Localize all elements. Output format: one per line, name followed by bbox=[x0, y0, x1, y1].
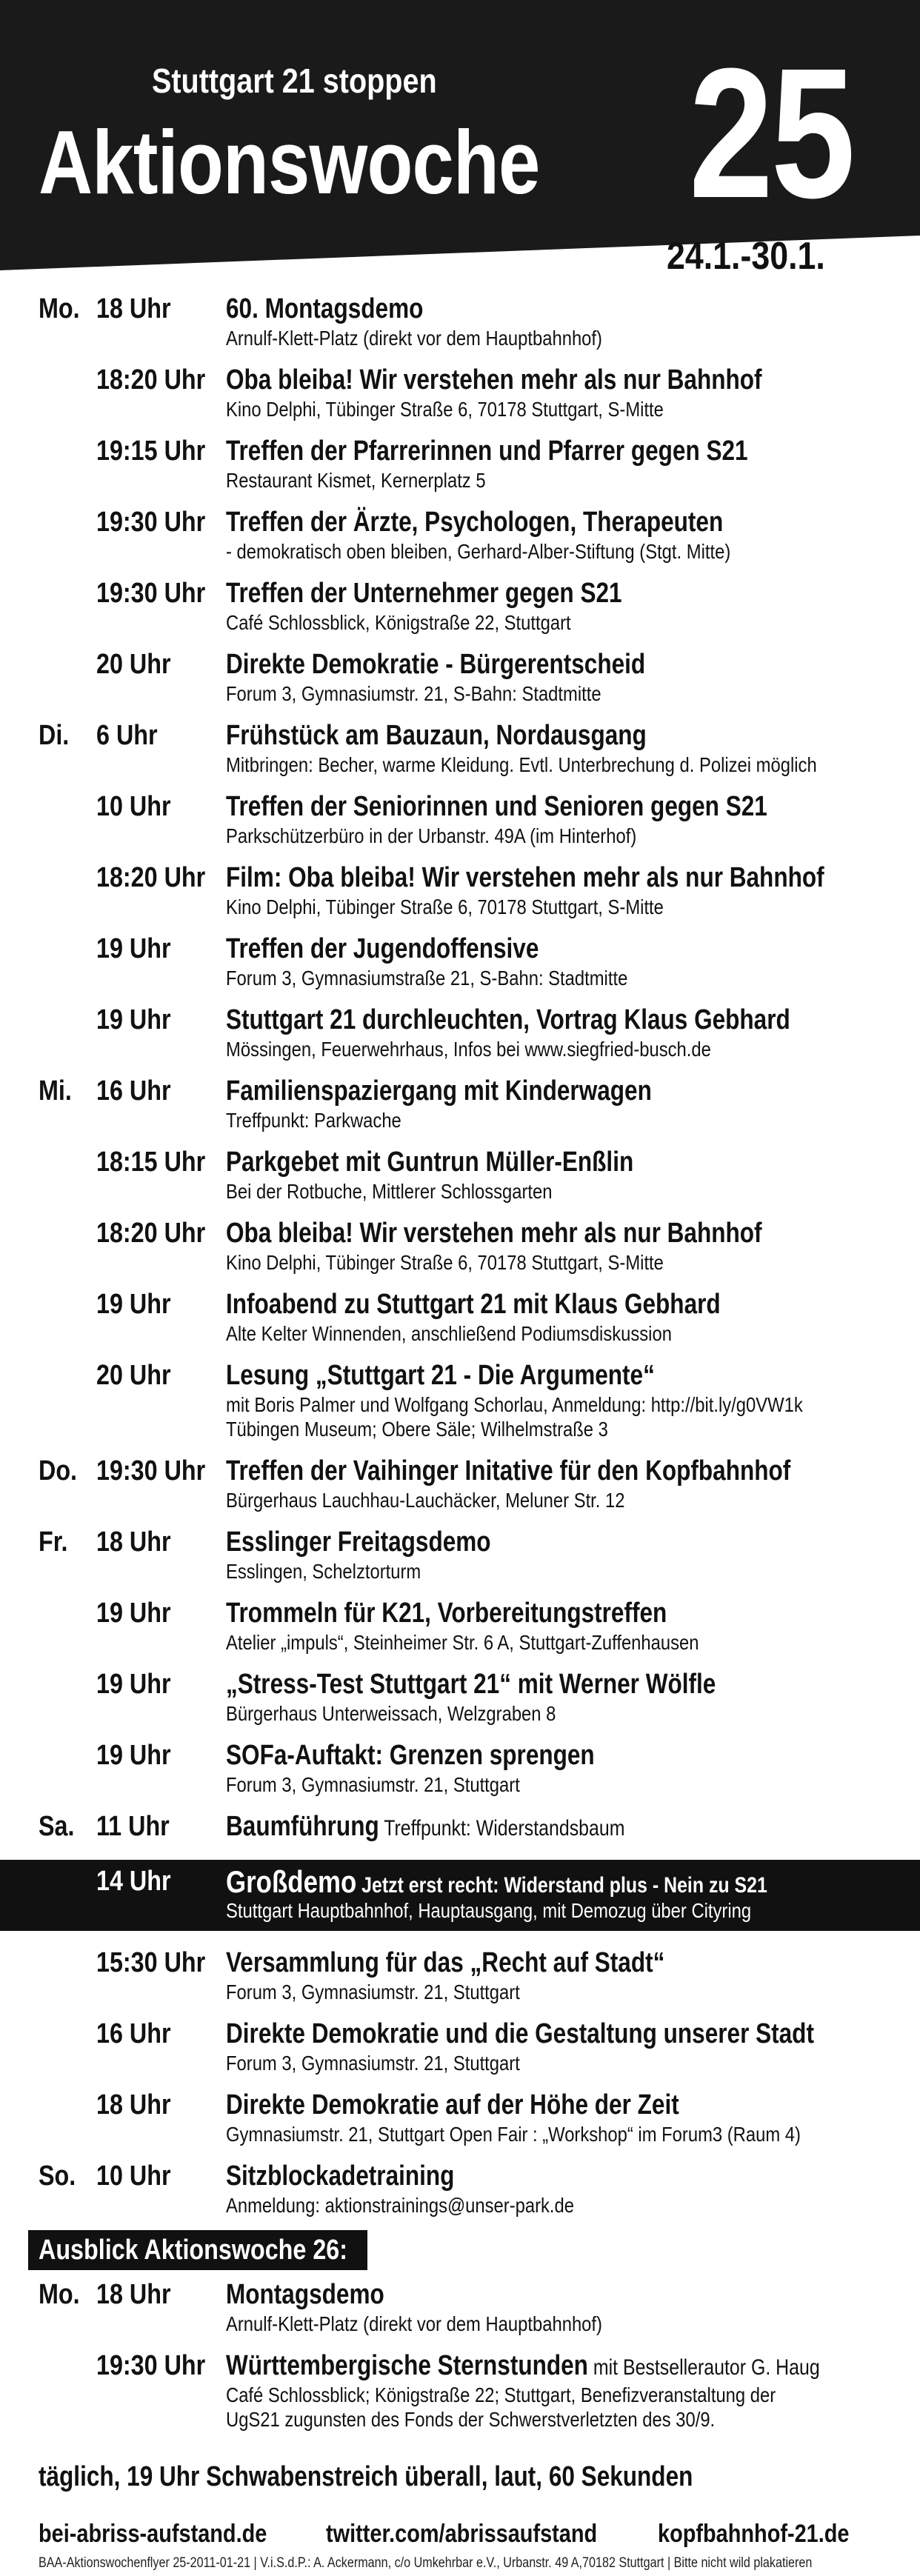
event-time: 14 Uhr bbox=[96, 1866, 171, 1897]
event-details bbox=[226, 2383, 776, 2432]
event-details bbox=[226, 610, 571, 635]
event-detail-line: Forum 3, Gymnasiumstr. 21, Stuttgart bbox=[226, 2052, 520, 2075]
event-detail-line: Forum 3, Gymnasiumstraße 21, S-Bahn: Stadtmitte bbox=[226, 967, 628, 990]
event-title: Großdemo bbox=[226, 1864, 357, 1899]
event-details bbox=[226, 539, 730, 564]
event-title-line bbox=[226, 2089, 679, 2121]
event-detail-line: Café Schlossblick; Königstraße 22; Stuttgart, Benefizveranstaltung der bbox=[226, 2383, 776, 2406]
event-title: Direkte Demokratie und die Gestaltung unserer Stadt bbox=[226, 2018, 814, 2049]
event-row bbox=[0, 1283, 920, 1354]
event-time: 10 Uhr bbox=[96, 791, 171, 822]
event-details bbox=[226, 1179, 553, 1204]
event-title: Frühstück am Bauzaun, Nordausgang bbox=[226, 720, 647, 751]
event-title-line bbox=[226, 1360, 655, 1392]
event-detail-line: Stuttgart Hauptbahnhof, Hauptausgang, mit Demozug über Cityring bbox=[226, 1899, 752, 1922]
event-details bbox=[226, 326, 602, 350]
event-row bbox=[0, 1070, 920, 1141]
event-detail-line: Forum 3, Gymnasiumstr. 21, Stuttgart bbox=[226, 1773, 520, 1796]
event-detail-line: Restaurant Kismet, Kernerplatz 5 bbox=[226, 469, 486, 492]
event-day: Mi. bbox=[39, 1075, 72, 1107]
outlook-label bbox=[28, 2230, 367, 2270]
event-details bbox=[226, 966, 627, 990]
event-time: 16 Uhr bbox=[96, 1075, 171, 1107]
event-day: Do. bbox=[39, 1455, 78, 1486]
event-detail-line: Gymnasiumstr. 21, Stuttgart Open Fair : „Workshop“ im Forum3 (Raum 4) bbox=[226, 2123, 801, 2146]
event-title-line bbox=[226, 1075, 652, 1107]
event-time: 18:20 Uhr bbox=[96, 1218, 206, 1249]
event-row bbox=[0, 1734, 920, 1805]
event-detail-line: Anmeldung: aktionstrainings@unser-park.de bbox=[226, 2194, 575, 2217]
event-row bbox=[0, 1941, 920, 2012]
event-title-line bbox=[226, 507, 723, 538]
event-row bbox=[0, 358, 920, 430]
event-detail-line: Kino Delphi, Tübinger Straße 6, 70178 Stuttgart, S-Mitte bbox=[226, 1251, 664, 1274]
event-title-line bbox=[226, 1526, 491, 1558]
event-title-line bbox=[226, 2160, 454, 2192]
event-row bbox=[0, 2083, 920, 2155]
event-title: Familienspaziergang mit Kinderwagen bbox=[226, 1075, 652, 1107]
event-detail-line: Esslingen, Schelztorturm bbox=[226, 1560, 421, 1583]
event-detail-line: Atelier „impuls“, Steinheimer Str. 6 A, Stuttgart-Zuffenhausen bbox=[226, 1631, 699, 1654]
event-title-line bbox=[226, 293, 423, 325]
event-detail-line: Kino Delphi, Tübinger Straße 6, 70178 Stuttgart, S-Mitte bbox=[226, 895, 664, 918]
event-details bbox=[226, 1250, 664, 1275]
event-title: 60. Montagsdemo bbox=[226, 293, 424, 324]
event-title: Trommeln für K21, Vorbereitungstreffen bbox=[226, 1598, 667, 1629]
event-time: 19 Uhr bbox=[96, 1669, 171, 1700]
event-row bbox=[0, 785, 920, 856]
event-title: Esslinger Freitagsdemo bbox=[226, 1526, 491, 1558]
event-title-line bbox=[226, 1004, 790, 1036]
event-detail-line: - demokratisch oben bleiben, Gerhard-Alber-Stiftung (Stgt. Mitte) bbox=[226, 540, 731, 563]
event-title-line bbox=[226, 436, 748, 467]
event-detail-line: Bürgerhaus Lauchhau-Lauchäcker, Meluner Str. 12 bbox=[226, 1489, 625, 1512]
event-title-line bbox=[226, 1147, 633, 1178]
event-details bbox=[226, 1488, 624, 1512]
event-day: Fr. bbox=[39, 1526, 68, 1558]
event-row bbox=[0, 2012, 920, 2083]
event-details bbox=[226, 1108, 401, 1132]
event-list-outlook bbox=[0, 2273, 920, 2440]
event-day: Sa. bbox=[39, 1811, 75, 1842]
event-day: Mo. bbox=[39, 293, 80, 324]
event-details bbox=[226, 1980, 520, 2004]
event-title-line bbox=[226, 1289, 721, 1321]
event-title-line bbox=[226, 1598, 667, 1629]
event-detail-line: Forum 3, Gymnasiumstr. 21, Stuttgart bbox=[226, 1981, 520, 2003]
footer-link-aufstand[interactable]: bei-abriss-aufstand.de bbox=[39, 2520, 267, 2548]
event-title-line bbox=[226, 1864, 767, 1900]
event-details bbox=[226, 753, 817, 777]
event-time: 18 Uhr bbox=[96, 2089, 171, 2120]
event-detail-line: Bürgerhaus Unterweissach, Welzgraben 8 bbox=[226, 1702, 556, 1725]
event-title: Versammlung für das „Recht auf Stadt“ bbox=[226, 1947, 665, 1978]
event-title-line bbox=[226, 649, 645, 681]
event-detail-line: Kino Delphi, Tübinger Straße 6, 70178 Stuttgart, S-Mitte bbox=[226, 398, 664, 421]
event-time: 18 Uhr bbox=[96, 2279, 171, 2310]
event-title-line bbox=[226, 791, 767, 823]
event-title-line bbox=[226, 933, 539, 965]
event-detail-line: Mitbringen: Becher, warme Kleidung. Evtl. Unterbrechung d. Polizei möglich bbox=[226, 753, 817, 776]
event-details bbox=[226, 1898, 751, 1923]
footer-links bbox=[39, 2520, 883, 2549]
event-title: „Stress-Test Stuttgart 21“ mit Werner Wölfle bbox=[226, 1669, 716, 1700]
event-title: Stuttgart 21 durchleuchten, Vortrag Klaus Gebhard bbox=[226, 1004, 790, 1035]
event-title-line bbox=[226, 2279, 384, 2311]
event-title: Infoabend zu Stuttgart 21 mit Klaus Gebhard bbox=[226, 1289, 721, 1320]
event-details bbox=[226, 895, 664, 919]
event-title-line bbox=[226, 2350, 820, 2382]
event-day: Mo. bbox=[39, 2279, 80, 2310]
event-time: 19:15 Uhr bbox=[96, 436, 206, 467]
event-row bbox=[0, 1212, 920, 1283]
event-detail-line: Arnulf-Klett-Platz (direkt vor dem Hauptbahnhof) bbox=[226, 2312, 602, 2335]
event-row bbox=[0, 998, 920, 1070]
event-title: Direkte Demokratie auf der Höhe der Zeit bbox=[226, 2089, 679, 2120]
outlook-label-text: Ausblick Aktionswoche 26: bbox=[39, 2235, 348, 2266]
event-title-line bbox=[226, 1811, 624, 1843]
event-title: Sitzblockadetraining bbox=[226, 2160, 455, 2192]
event-time: 6 Uhr bbox=[96, 720, 158, 751]
event-details bbox=[226, 1559, 421, 1584]
event-row bbox=[0, 856, 920, 927]
event-details bbox=[226, 1037, 711, 1061]
event-details bbox=[226, 2312, 602, 2336]
event-detail-line: Bei der Rotbuche, Mittlerer Schlossgarten bbox=[226, 1180, 553, 1203]
event-list-main bbox=[0, 287, 920, 2226]
event-details bbox=[226, 2122, 801, 2146]
event-row bbox=[0, 572, 920, 643]
event-row bbox=[0, 1141, 920, 1212]
event-row bbox=[0, 2273, 920, 2344]
event-row bbox=[0, 430, 920, 501]
event-detail-line: Mössingen, Feuerwehrhaus, Infos bei www.siegfried-busch.de bbox=[226, 1038, 711, 1061]
event-time: 20 Uhr bbox=[96, 649, 171, 680]
event-title: Direkte Demokratie - Bürgerentscheid bbox=[226, 649, 646, 680]
event-time: 19:30 Uhr bbox=[96, 2350, 206, 2381]
event-time: 11 Uhr bbox=[96, 1811, 170, 1842]
event-time: 20 Uhr bbox=[96, 1360, 171, 1391]
event-title: Treffen der Vaihinger Initative für den Kopfbahnhof bbox=[226, 1455, 791, 1486]
event-details bbox=[226, 1772, 520, 1797]
event-title-note: mit Bestsellerautor G. Haug bbox=[587, 2355, 820, 2380]
event-title: Treffen der Ärzte, Psychologen, Therapeuten bbox=[226, 507, 724, 538]
event-title-line bbox=[226, 1947, 664, 1979]
event-title-line bbox=[226, 1218, 762, 1249]
event-detail-line: Café Schlossblick, Königstraße 22, Stuttgart bbox=[226, 611, 571, 634]
event-row-highlight bbox=[0, 1860, 920, 1931]
event-title-line bbox=[226, 1669, 716, 1701]
event-title: Württembergische Sternstunden bbox=[226, 2350, 588, 2381]
event-row bbox=[0, 1663, 920, 1734]
date-range: 24.1.-30.1. bbox=[667, 235, 825, 278]
event-title: Oba bleiba! Wir verstehen mehr als nur Bahnhof bbox=[226, 1218, 762, 1249]
event-title: Treffen der Pfarrerinnen und Pfarrer gegen S21 bbox=[226, 436, 748, 467]
event-details bbox=[226, 681, 601, 706]
event-title: SOFa-Auftakt: Grenzen sprengen bbox=[226, 1740, 595, 1771]
event-detail-line: Tübingen Museum; Obere Säle; Wilhelmstraße 3 bbox=[226, 1418, 608, 1441]
edition-number: 25 bbox=[689, 30, 853, 236]
event-row bbox=[0, 714, 920, 785]
event-row bbox=[0, 501, 920, 572]
event-time: 19:30 Uhr bbox=[96, 507, 206, 538]
event-title: Film: Oba bleiba! Wir verstehen mehr als nur Bahnhof bbox=[226, 862, 824, 893]
event-detail-line: Forum 3, Gymnasiumstr. 21, S-Bahn: Stadtmitte bbox=[226, 682, 601, 705]
event-title-line bbox=[226, 1455, 790, 1487]
event-row bbox=[0, 1521, 920, 1592]
event-title-line bbox=[226, 2018, 814, 2050]
event-detail-line: UgS21 zugunsten des Fonds der Schwerstverletzten des 30/9. bbox=[226, 2408, 716, 2431]
event-details bbox=[226, 1630, 699, 1655]
event-time: 16 Uhr bbox=[96, 2018, 171, 2049]
event-title: Lesung „Stuttgart 21 - Die Argumente“ bbox=[226, 1360, 655, 1391]
event-details bbox=[226, 2193, 574, 2218]
event-row bbox=[0, 1354, 920, 1449]
event-details bbox=[226, 1701, 556, 1726]
event-title-line bbox=[226, 1740, 595, 1772]
event-title-line bbox=[226, 364, 762, 396]
event-time: 19 Uhr bbox=[96, 1740, 171, 1771]
event-row bbox=[0, 1592, 920, 1663]
event-time: 18:20 Uhr bbox=[96, 364, 206, 396]
event-time: 19 Uhr bbox=[96, 1289, 171, 1320]
event-title-line bbox=[226, 720, 647, 752]
daily-note: täglich, 19 Uhr Schwabenstreich überall, laut, 60 Sekunden bbox=[39, 2461, 693, 2492]
event-time: 10 Uhr bbox=[96, 2160, 171, 2192]
event-details bbox=[226, 1392, 803, 1441]
event-details bbox=[226, 468, 486, 493]
event-detail-line: Treffpunkt: Parkwache bbox=[226, 1109, 401, 1132]
event-time: 19 Uhr bbox=[96, 1598, 171, 1629]
footer-link-twitter[interactable]: twitter.com/abrissaufstand bbox=[326, 2520, 598, 2548]
event-title: Parkgebet mit Guntrun Müller-Enßlin bbox=[226, 1147, 634, 1178]
event-time: 18:15 Uhr bbox=[96, 1147, 206, 1178]
event-title: Montagsdemo bbox=[226, 2279, 384, 2310]
event-row bbox=[0, 927, 920, 998]
header bbox=[0, 0, 920, 278]
event-title: Treffen der Jugendoffensive bbox=[226, 933, 539, 964]
event-title: Baumführung bbox=[226, 1811, 379, 1842]
subtitle: Stuttgart 21 stoppen bbox=[152, 61, 437, 100]
event-title: Treffen der Unternehmer gegen S21 bbox=[226, 578, 622, 609]
event-row bbox=[0, 2344, 920, 2440]
event-time: 19 Uhr bbox=[96, 933, 171, 964]
imprint: BAA-Aktionswochenflyer 25-2011-01-21 | V.i.S.d.P.: A. Ackermann, c/o Umkehrbar e.V., Urbanstr. 49 A,70182 Stuttgart | Bitte nicht wild plakatieren bbox=[39, 2555, 813, 2571]
event-day: Di. bbox=[39, 720, 70, 751]
event-details bbox=[226, 2051, 520, 2075]
event-detail-line: Parkschützerbüro in der Urbanstr. 49A (im Hinterhof) bbox=[226, 824, 637, 847]
event-details bbox=[226, 824, 636, 848]
event-title-line bbox=[226, 862, 824, 894]
event-time: 18 Uhr bbox=[96, 293, 171, 324]
event-details bbox=[226, 1321, 672, 1346]
event-detail-line: Arnulf-Klett-Platz (direkt vor dem Hauptbahnhof) bbox=[226, 327, 602, 350]
event-details bbox=[226, 397, 664, 421]
event-row bbox=[0, 1449, 920, 1521]
event-title-note: Jetzt erst recht: Widerstand plus - Nein zu S21 bbox=[356, 1873, 767, 1898]
event-title-line bbox=[226, 578, 622, 610]
event-row bbox=[0, 2155, 920, 2226]
event-time: 15:30 Uhr bbox=[96, 1947, 206, 1978]
event-detail-line: Alte Kelter Winnenden, anschließend Podiumsdiskussion bbox=[226, 1322, 672, 1345]
page-title: Aktionswoche bbox=[39, 112, 540, 213]
event-row bbox=[0, 1805, 920, 1857]
event-time: 18 Uhr bbox=[96, 1526, 171, 1558]
event-row bbox=[0, 287, 920, 358]
event-title: Oba bleiba! Wir verstehen mehr als nur Bahnhof bbox=[226, 364, 762, 396]
event-title: Treffen der Seniorinnen und Senioren gegen S21 bbox=[226, 791, 767, 822]
event-title-note: Treffpunkt: Widerstandsbaum bbox=[379, 1816, 625, 1841]
footer-link-kopfbahnhof[interactable]: kopfbahnhof-21.de bbox=[658, 2520, 850, 2548]
event-time: 18:20 Uhr bbox=[96, 862, 206, 893]
event-row bbox=[0, 643, 920, 714]
event-detail-line: mit Boris Palmer und Wolfgang Schorlau, Anmeldung: http://bit.ly/g0VW1k bbox=[226, 1393, 803, 1416]
event-list bbox=[0, 287, 920, 2440]
event-day: So. bbox=[39, 2160, 76, 2192]
event-time: 19 Uhr bbox=[96, 1004, 171, 1035]
event-time: 19:30 Uhr bbox=[96, 578, 206, 609]
event-time: 19:30 Uhr bbox=[96, 1455, 206, 1486]
